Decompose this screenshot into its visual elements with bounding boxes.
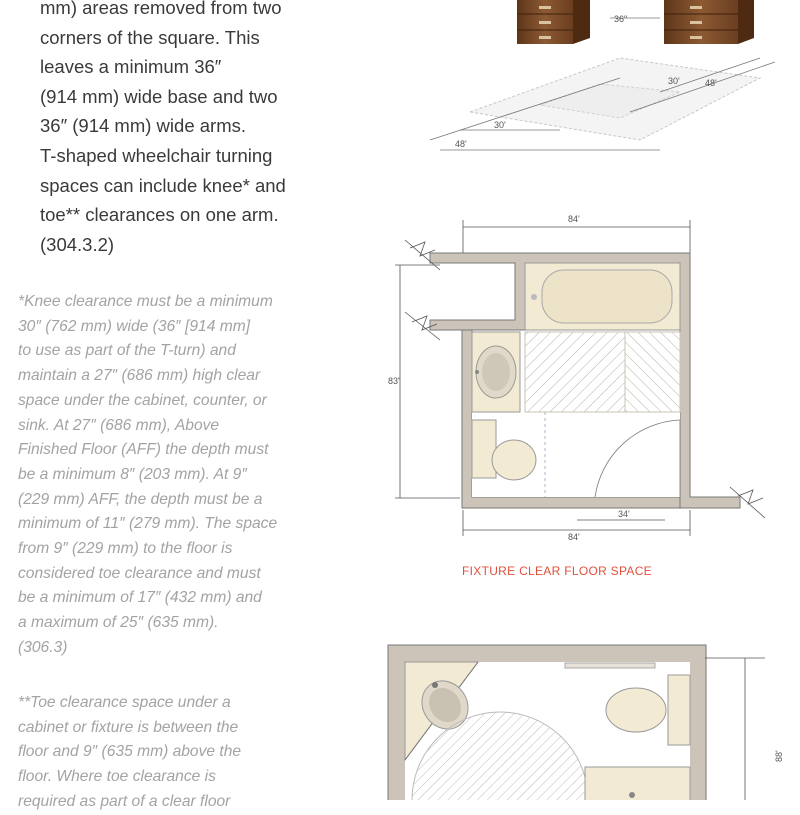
body-line: leaves a minimum 36″ xyxy=(40,56,222,78)
footnote-line: be a minimum of 17″ (432 mm) and xyxy=(18,589,262,607)
body-line: T-shaped wheelchair turning xyxy=(40,144,273,166)
corner-vanity-floor-plan xyxy=(380,630,800,800)
footnote-line: floor. Where toe clearance is xyxy=(18,768,216,786)
footnote-line: cabinet or fixture is between the xyxy=(18,718,239,736)
body-line: spaces can include knee* and xyxy=(40,174,286,196)
bathtub xyxy=(525,263,680,330)
dim-label: 84' xyxy=(568,214,580,224)
footnote-line: to use as part of the T-turn) and xyxy=(18,342,236,360)
dim-label: 48' xyxy=(455,139,467,149)
body-line: toe** clearances on one arm. xyxy=(40,204,279,226)
footnote-line: space under the cabinet, counter, or xyxy=(18,391,267,409)
dim-label: 36" xyxy=(614,14,628,24)
dim-label: 88' xyxy=(774,750,784,762)
dim-label: 83' xyxy=(388,376,400,386)
footnote-line: floor and 9″ (635 mm) above the xyxy=(18,743,242,761)
vanity-sink xyxy=(472,332,520,412)
dim-label: 30' xyxy=(668,76,680,86)
footnote-line: minimum of 11″ (279 mm). The space xyxy=(18,515,278,533)
footnote-line: (229 mm) AFF, the depth must be a xyxy=(18,490,263,508)
left-cabinet xyxy=(517,0,590,44)
body-text xyxy=(40,0,380,259)
dim-label: 30' xyxy=(494,120,506,130)
body-line: corners of the square. This xyxy=(40,26,260,48)
body-line: (914 mm) wide base and two xyxy=(40,85,278,107)
footnote-line: required as part of a clear floor xyxy=(18,792,231,810)
body-line: (304.3.2) xyxy=(40,233,115,255)
footnote-line: Finished Floor (AFF) the depth must xyxy=(18,441,269,459)
bathroom-floor-plan xyxy=(380,200,800,560)
footnote-line: (306.3) xyxy=(18,638,68,656)
footnote-line: be a minimum 8″ (203 mm). At 9″ xyxy=(18,465,247,483)
footnote-toe-clearance xyxy=(18,691,348,815)
footnote-line: 30″ (762 mm) wide (36″ [914 mm] xyxy=(18,317,251,335)
dim-label: 84' xyxy=(568,532,580,542)
footnote-knee-clearance xyxy=(18,290,348,661)
dim-label: 34' xyxy=(618,509,630,519)
dim-label: 48' xyxy=(705,78,717,88)
footnote-line: **Toe clearance space under a xyxy=(18,694,231,711)
footnote-line: sink. At 27″ (686 mm), Above xyxy=(18,416,220,434)
footnote-line: a maximum of 25″ (635 mm). xyxy=(18,614,219,632)
body-line: mm) areas removed from two xyxy=(40,0,282,18)
body-line: 36″ (914 mm) wide arms. xyxy=(40,115,246,137)
footnote-line: from 9″ (229 mm) to the floor is xyxy=(18,540,233,558)
t-turn-perspective-diagram xyxy=(380,0,800,160)
footnote-line: *Knee clearance must be a minimum xyxy=(18,293,273,310)
footnote-line: maintain a 27″ (686 mm) high clear xyxy=(18,367,261,385)
footnote-line: considered toe clearance and must xyxy=(18,564,261,582)
figure-caption: FIXTURE CLEAR FLOOR SPACE xyxy=(462,564,652,578)
right-cabinet xyxy=(664,0,754,44)
